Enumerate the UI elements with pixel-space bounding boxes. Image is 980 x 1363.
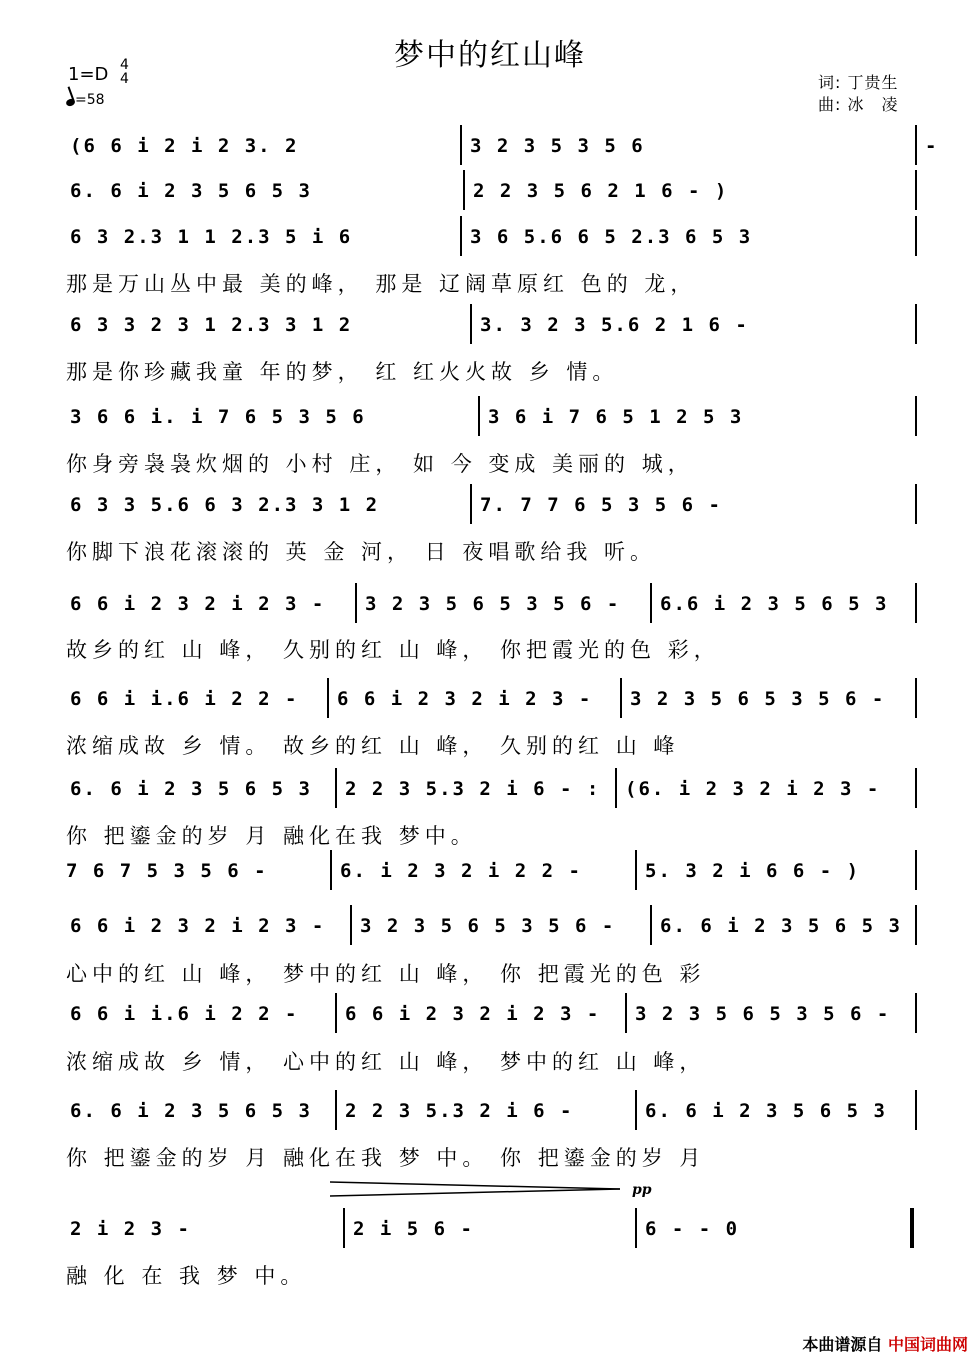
measure: 6 3 2.3 1 1 2.3 5 i 6 (70, 226, 353, 248)
lyric-line: 心中的红 山 峰， 梦中的红 山 峰， 你 把霞光的色 彩 (66, 962, 706, 986)
bar-line (460, 125, 462, 165)
bar-line (327, 678, 329, 718)
footer-site: 中国词曲网 (887, 1335, 968, 1354)
bar-line (650, 583, 652, 623)
measure: 3 2 3 5 6 5 3 5 6 - (360, 915, 616, 937)
decrescendo-hairpin (330, 1180, 630, 1200)
bar-line (915, 583, 917, 623)
time-signature (120, 58, 129, 86)
tempo-marking (66, 92, 105, 108)
bar-line (470, 304, 472, 344)
bar-line (355, 583, 357, 623)
measure: 6. 6 i 2 3 5 6 5 3 (660, 915, 902, 937)
notation-row (0, 915, 980, 945)
measure: 3. 3 2 3 5.6 2 1 6 - (480, 314, 749, 336)
lyric-line: 你 把鎏金的岁 月 融化在我 梦中。 (66, 824, 477, 848)
measure: (6 6 i 2 i 2 3. 2 (70, 135, 299, 157)
dynamic-marking: pp (632, 1182, 652, 1198)
notation-row (0, 406, 980, 436)
notation-row (0, 1100, 980, 1130)
key-signature: 1=D (68, 64, 109, 85)
measure: 6 - - 0 (645, 1218, 740, 1240)
bar-line (625, 993, 627, 1033)
measure: 6. 6 i 2 3 5 6 5 3 (70, 180, 312, 202)
time-signature-top: 4 (120, 57, 129, 73)
measure: 3 6 i 7 6 5 1 2 5 3 (488, 406, 744, 428)
notation-row (0, 1218, 980, 1248)
measure: 3 2 3 5 6 5 3 5 6 - (630, 688, 886, 710)
measure: 6 6 i 2 3 2 i 2 3 - (70, 593, 326, 615)
bar-line (635, 1208, 637, 1248)
measure: 6 6 i 2 3 2 i 2 3 - (70, 915, 326, 937)
measure: 3 6 5.6 6 5 2.3 6 5 3 (470, 226, 753, 248)
bar-line (335, 1090, 337, 1130)
time-signature-bottom: 4 (120, 71, 129, 87)
lyric-line: 融 化 在 我 梦 中。 (66, 1264, 307, 1288)
bar-line (478, 396, 480, 436)
bar-line (463, 170, 465, 210)
notation-row (0, 180, 980, 210)
notation-row (0, 135, 980, 165)
measure: 6. 6 i 2 3 5 6 5 3 (70, 778, 312, 800)
measure: (6. i 2 3 2 i 2 3 - (625, 778, 881, 800)
bar-line (650, 905, 652, 945)
measure: 6. 6 i 2 3 5 6 5 3 (645, 1100, 887, 1122)
notation-row (0, 314, 980, 344)
footer-credit (802, 1332, 968, 1355)
lyric-line: 你脚下浪花滚滚的 英 金 河， 日 夜唱歌给我 听。 (66, 540, 657, 564)
bar-line (350, 905, 352, 945)
bar-line (915, 850, 917, 890)
measure: 2 2 3 5.3 2 i 6 - (345, 1100, 574, 1122)
bar-line (460, 216, 462, 256)
measure: 2 2 3 5 6 2 1 6 - ) (473, 180, 729, 202)
measure: 7. 7 7 6 5 3 5 6 - (480, 494, 722, 516)
song-title: 梦中的红山峰 (394, 38, 586, 73)
measure: - (925, 135, 939, 157)
measure: 6 6 i 2 3 2 i 2 3 - (337, 688, 593, 710)
notation-row (0, 494, 980, 524)
measure: 5. 3 2 i 6 6 - ) (645, 860, 861, 882)
notation-row (0, 226, 980, 256)
bar-line (620, 678, 622, 718)
measure: 2 i 2 3 - (70, 1218, 191, 1240)
bar-line (615, 768, 617, 808)
measure: 3 2 3 5 6 5 3 5 6 - (365, 593, 621, 615)
measure: 2 2 3 5.3 2 i 6 - : (345, 778, 601, 800)
measure: 6.6 i 2 3 5 6 5 3 (660, 593, 889, 615)
bar-line (915, 905, 917, 945)
measure: 3 2 3 5 6 5 3 5 6 - (635, 1003, 891, 1025)
bar-line (910, 1208, 914, 1248)
bar-line (635, 1090, 637, 1130)
measure: 2 i 5 6 - (353, 1218, 474, 1240)
measure: 6 6 i i.6 i 2 2 - (70, 688, 299, 710)
bar-line (635, 850, 637, 890)
measure: 6. i 2 3 2 i 2 2 - (340, 860, 582, 882)
lyricist-credit: 词: 丁贵生 (818, 73, 899, 92)
measure: 3 6 6 i. i 7 6 5 3 5 6 (70, 406, 366, 428)
notation-row (0, 593, 980, 623)
bar-line (915, 678, 917, 718)
notation-row (0, 688, 980, 718)
notation-row (0, 1003, 980, 1033)
measure: 7 6 7 5 3 5 6 - (66, 860, 268, 882)
notation-row (0, 860, 980, 890)
lyric-line: 那是你珍藏我童 年的梦， 红 红火火故 乡 情。 (66, 360, 619, 384)
hairpin-lower-line (330, 1189, 620, 1196)
measure: 6 6 i 2 3 2 i 2 3 - (345, 1003, 601, 1025)
bar-line (915, 396, 917, 436)
measure: 6 6 i i.6 i 2 2 - (70, 1003, 299, 1025)
bar-line (915, 125, 917, 165)
lyric-line: 浓缩成故 乡 情， 心中的红 山 峰， 梦中的红 山 峰， (66, 1050, 706, 1074)
bar-line (470, 484, 472, 524)
lyric-line: 你 把鎏金的岁 月 融化在我 梦 中。 你 把鎏金的岁 月 (66, 1146, 706, 1170)
hairpin-upper-line (330, 1182, 620, 1189)
lyric-line: 那是万山丛中最 美的峰， 那是 辽阔草原红 色的 龙， (66, 272, 697, 296)
measure: 3 2 3 5 3 5 6 (470, 135, 645, 157)
bar-line (330, 850, 332, 890)
bar-line (915, 993, 917, 1033)
lyric-line: 你身旁袅袅炊烟的 小村 庄， 如 今 变成 美丽的 城， (66, 452, 694, 476)
lyric-line: 浓缩成故 乡 情。 故乡的红 山 峰， 久别的红 山 峰 (66, 734, 680, 758)
tempo-value: =58 (75, 92, 105, 108)
notation-row (0, 778, 980, 808)
bar-line (335, 768, 337, 808)
composer-credit: 曲: 冰 凌 (818, 95, 899, 114)
bar-line (915, 170, 917, 210)
bar-line (915, 1090, 917, 1130)
measure: 6. 6 i 2 3 5 6 5 3 (70, 1100, 312, 1122)
measure: 6 3 3 5.6 6 3 2.3 3 1 2 (70, 494, 380, 516)
bar-line (915, 216, 917, 256)
bar-line (915, 484, 917, 524)
bar-line (915, 304, 917, 344)
bar-line (335, 993, 337, 1033)
measure: 6 3 3 2 3 1 2.3 3 1 2 (70, 314, 353, 336)
bar-line (915, 768, 917, 808)
lyric-line: 故乡的红 山 峰， 久别的红 山 峰， 你把霞光的色 彩， (66, 638, 720, 662)
footer-source: 本曲谱源自 (802, 1335, 883, 1354)
bar-line (343, 1208, 345, 1248)
